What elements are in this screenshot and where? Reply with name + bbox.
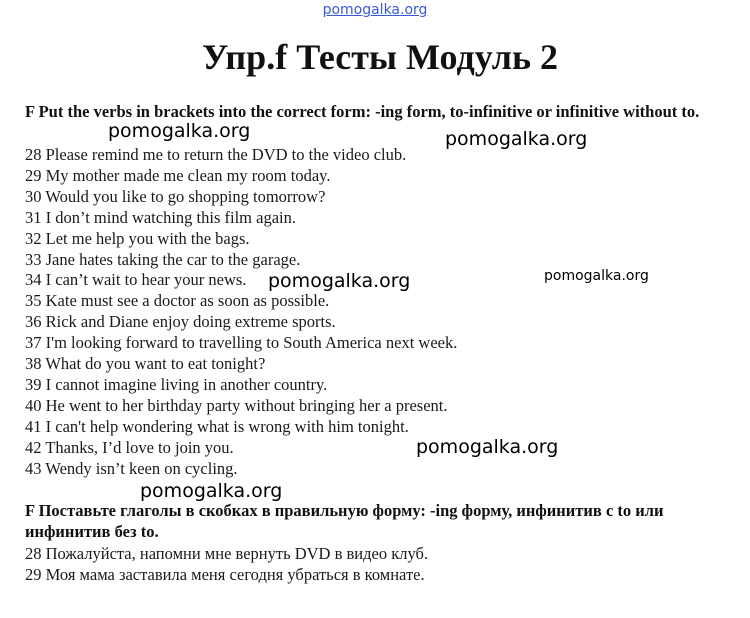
sentence-34: 34 I can’t wait to hear your news. [25, 270, 247, 290]
sentence-37: 37 I'm looking forward to travelling to South America next week. [25, 333, 458, 353]
sentence-31: 31 I don’t mind watching this film again. [25, 207, 296, 227]
sentence-43: 43 Wendy isn’t keen on cycling. [25, 458, 238, 478]
sentence-33: 33 Jane hates taking the car to the garage. [25, 249, 301, 269]
watermark: pomogalka.org [108, 120, 251, 142]
russian-sentence-list [25, 544, 725, 586]
sentence-29: 29 My mother made me clean my room today. [25, 165, 331, 185]
sentence-36: 36 Rick and Diane enjoy doing extreme sports. [25, 312, 336, 332]
watermark: pomogalka.org [544, 268, 649, 284]
watermark: pomogalka.org [140, 480, 283, 502]
sentence-41: 41 I can't help wondering what is wrong with him tonight. [25, 416, 409, 436]
sentence-42: 42 Thanks, I’d love to join you. [25, 437, 234, 457]
ru-sentence-29: 29 Моя мама заставила меня сегодня убраться в комнате. [25, 564, 425, 584]
watermark: pomogalka.org [416, 436, 559, 458]
english-sentence-list [25, 145, 725, 480]
ru-sentence-28: 28 Пожалуйста, напомни мне вернуть DVD в видео клуб. [25, 544, 429, 563]
instruction-english: F Put the verbs in brackets into the correct form: -ing form, to-infinitive or infinitive without to. [25, 102, 700, 121]
sentence-28: 28 Please remind me to return the DVD to the video club. [25, 145, 407, 164]
instruction-russian: F Поставьте глаголы в скобках в правильную форму: -ing форму, инфинитив с to или инфинитив без to. [25, 501, 664, 541]
page-title: Упр.f Тесты Модуль 2 [201, 37, 559, 77]
watermark: pomogalka.org [445, 128, 588, 150]
sentence-32: 32 Let me help you with the bags. [25, 228, 250, 248]
site-link[interactable]: pomogalka.org [322, 2, 428, 18]
sentence-35: 35 Kate must see a doctor as soon as possible. [25, 291, 330, 311]
sentence-38: 38 What do you want to eat tonight? [25, 354, 266, 374]
sentence-39: 39 I cannot imagine living in another country. [25, 374, 328, 394]
watermark: pomogalka.org [268, 270, 411, 292]
sentence-30: 30 Would you like to go shopping tomorrow? [25, 186, 326, 206]
sentence-40: 40 He went to her birthday party without bringing her a present. [25, 395, 448, 415]
